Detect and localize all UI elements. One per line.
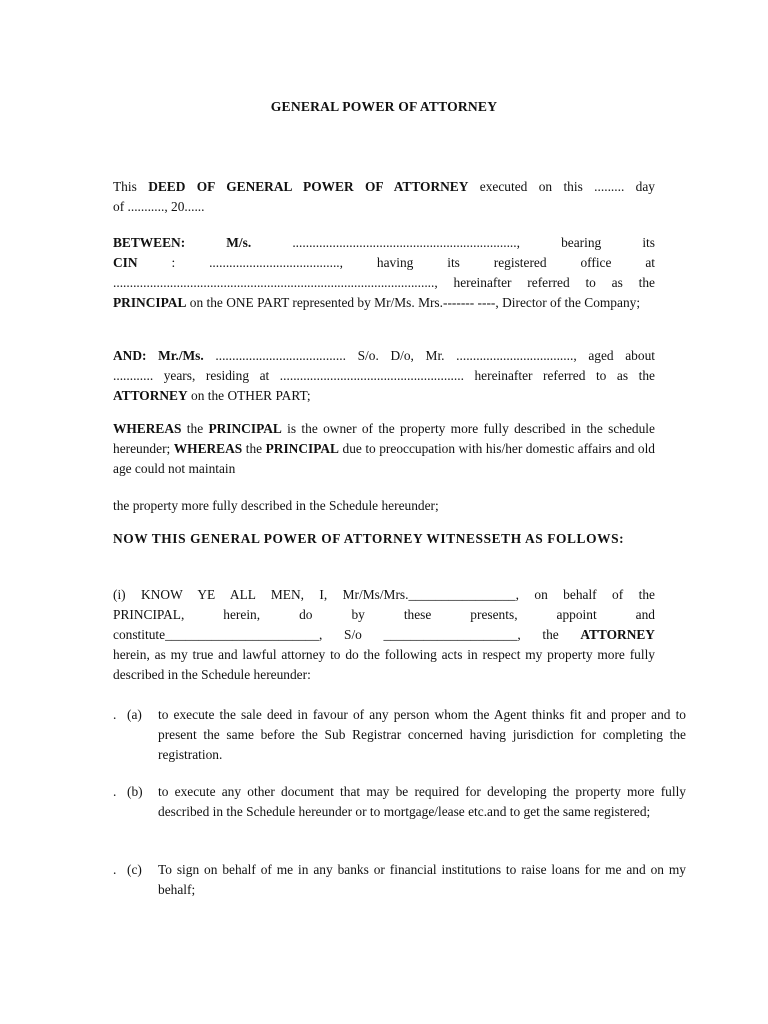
between-line-4: PRINCIPAL on the ONE PART represented by Mr/Ms. Mrs.------- ----, Director of the Company;: [113, 295, 641, 310]
item-c-bullet: .: [113, 862, 117, 877]
between-line-3: ................................................................................................, hereinafter referred to as the: [113, 275, 655, 290]
between-line-1: BETWEEN: M/s. ..................................................................., bearing its: [113, 235, 655, 250]
witnesseth-heading: NOW THIS GENERAL POWER OF ATTORNEY WITNESSETH AS FOLLOWS:: [113, 531, 625, 546]
clause-line-3: constitute_______________________, S/o ____________________, the ATTORNEY: [113, 627, 655, 642]
list-item: (b) to execute any other document that may be required for developing the property more fully described in the Schedule hereunder or to mortgage/lease etc.and to get the same registered;: [127, 784, 686, 819]
deed-line-1: This DEED OF GENERAL POWER OF ATTORNEY executed on this ......... day: [113, 179, 655, 194]
whereas-paragraph: WHEREAS the PRINCIPAL is the owner of the property more fully described in the schedule hereunder; WHEREAS the PRINCIPAL due to preoccupation with his/her domestic affairs and old age could not maintain: [113, 421, 655, 476]
clause-line-2: PRINCIPAL, herein, do by these presents, appoint and: [113, 607, 655, 622]
property-line: the property more fully described in the Schedule hereunder;: [113, 498, 439, 513]
item-b-bullet: .: [113, 784, 117, 799]
deed-title-bold: DEED OF GENERAL POWER OF ATTORNEY: [148, 179, 469, 194]
attorney-bold: ATTORNEY: [113, 388, 188, 403]
and-line-1: AND: Mr./Ms. ....................................... S/o. D/o, Mr. ..................................., aged about: [113, 348, 655, 363]
item-a-bullet: .: [113, 707, 117, 722]
and-paragraph: [113, 346, 655, 406]
clause-i-paragraph: [113, 585, 655, 685]
deed-paragraph: [113, 177, 655, 217]
and-line-3: ATTORNEY on the OTHER PART;: [113, 388, 311, 403]
clause-line-1: (i) KNOW YE ALL MEN, I, Mr/Ms/Mrs.________________, on behalf of the: [113, 587, 655, 602]
between-paragraph: [113, 233, 655, 313]
between-line-2: CIN : ......................................., having its registered office at: [113, 255, 655, 270]
principal-bold: PRINCIPAL: [113, 295, 187, 310]
and-line-2: ............ years, residing at ....................................................... hereinafter referred to as the: [113, 368, 655, 383]
list-item: (a) to execute the sale deed in favour of any person whom the Agent thinks fit and proper and to present the same before the Sub Registrar concerned having jurisdiction for completing the registration.: [127, 707, 686, 762]
list-item: (c) To sign on behalf of me in any banks or financial institutions to raise loans for me and on my behalf;: [127, 862, 686, 897]
deed-line-2: of ..........., 20......: [113, 199, 205, 214]
document-title: GENERAL POWER OF ATTORNEY: [270, 99, 498, 114]
clause-line-4: herein, as my true and lawful attorney to do the following acts in respect my property more fully described in the Schedule hereunder:: [113, 647, 655, 682]
